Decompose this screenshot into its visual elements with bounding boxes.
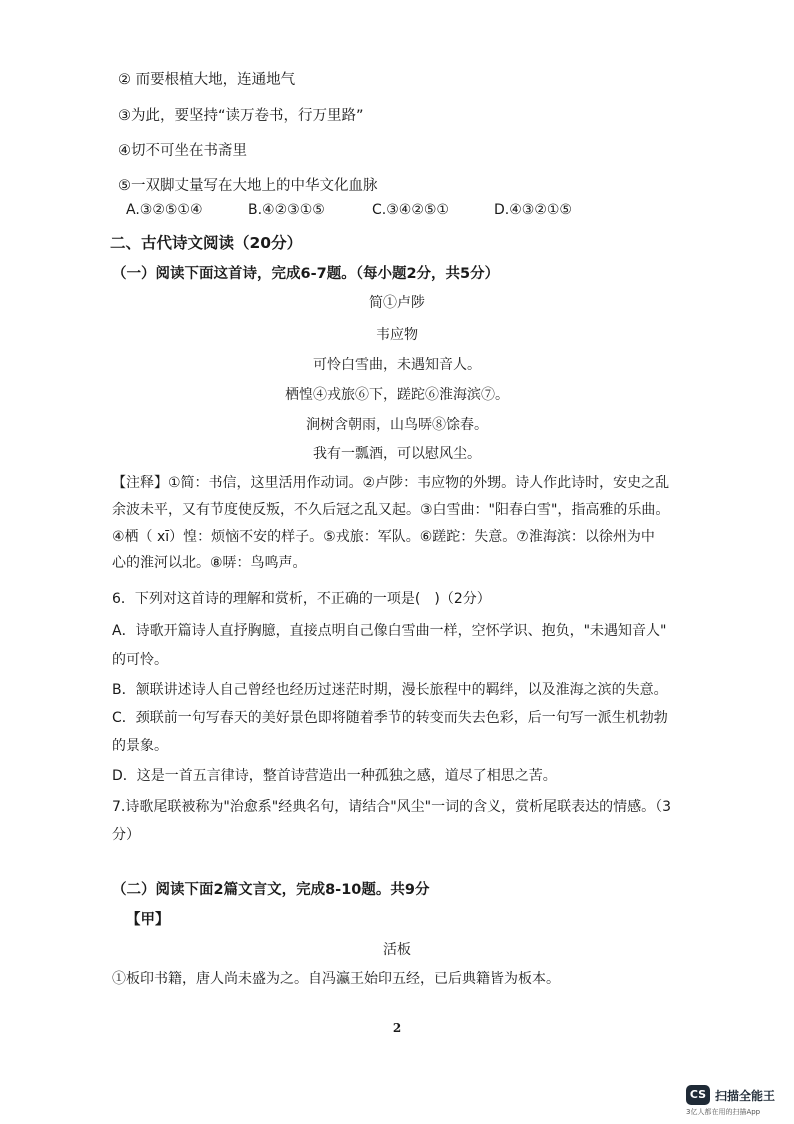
part1-title: （一）阅读下面这首诗，完成6-7题。（每小题2分，共5分） xyxy=(112,266,500,282)
scanner-name: 扫描全能王 xyxy=(715,1088,776,1103)
q6-choice-c-cont: 的景象。 xyxy=(112,738,168,754)
poem-line-3: 涧树含朝雨，山鸟哢⑧馀春。 xyxy=(306,417,488,433)
ordering-item-4: ④切不可坐在书斋里 xyxy=(118,143,247,159)
poem-author: 韦应物 xyxy=(376,327,418,343)
camscanner-logo-icon: CS xyxy=(686,1085,710,1105)
poem-line-4: 我有一瓢酒，可以慰风尘。 xyxy=(313,446,481,462)
notes-line-1: 【注释】①简：书信，这里活用作动词。②卢陟：韦应物的外甥。诗人作此诗时，安史之乱 xyxy=(112,475,670,491)
part2-title: （二）阅读下面2篇文言文，完成8-10题。共9分 xyxy=(112,882,430,898)
q6-choice-a: A．诗歌开篇诗人直抒胸臆，直接点明自己像白雪曲一样，空怀学识、抱负，"未遇知音人" xyxy=(112,623,667,639)
poem-title: 简①卢陟 xyxy=(369,295,425,311)
q6-stem: 6．下列对这首诗的理解和赏析，不正确的一项是( )（2分） xyxy=(112,591,491,607)
q6-choice-b: B．颔联讲述诗人自己曾经也经历过迷茫时期，漫长旅程中的羁绊，以及淮海之滨的失意。 xyxy=(112,682,668,698)
ordering-item-5: ⑤一双脚丈量写在大地上的中华文化血脉 xyxy=(118,178,378,194)
option-b: B.④②③①⑤ xyxy=(248,202,325,218)
scanner-tagline: 3亿人都在用的扫描App xyxy=(686,1108,761,1116)
q6-choice-d: D．这是一首五言律诗，整首诗营造出一种孤独之感，道尽了相思之苦。 xyxy=(112,768,557,784)
option-c: C.③④②⑤① xyxy=(372,202,449,218)
ordering-item-2: ② 而要根植大地，连通地气 xyxy=(118,72,296,88)
q6-choice-a-cont: 的可怜。 xyxy=(112,652,168,668)
ordering-item-3: ③为此，要坚持“读万卷书，行万里路” xyxy=(118,108,364,124)
option-a: A.③②⑤①④ xyxy=(126,202,203,218)
poem-line-2: 栖惶④戎旅⑥下，蹉跎⑥淮海滨⑦。 xyxy=(285,387,509,403)
section-title: 二、古代诗文阅读（20分） xyxy=(110,234,303,252)
poem-line-1: 可怜白雪曲，未遇知音人。 xyxy=(313,357,481,373)
part2-label: 【甲】 xyxy=(126,912,170,928)
notes-line-3: ④栖（ xī）惶：烦恼不安的样子。⑤戎旅：军队。⑥蹉跎：失意。⑦淮海滨：以徐州为中 xyxy=(112,529,655,545)
page-number: 2 xyxy=(392,1021,402,1035)
q7-stem-cont: 分） xyxy=(112,827,140,843)
text-title: 活板 xyxy=(383,942,411,958)
notes-line-2: 余波未平，又有节度使反叛，不久后冠之乱又起。③白雪曲："阳春白雪"，指高雅的乐曲。 xyxy=(112,502,670,518)
notes-line-4: 心的淮河以北。⑧哢：鸟鸣声。 xyxy=(112,555,307,571)
q6-choice-c: C．颈联前一句写春天的美好景色即将随着季节的转变而失去色彩，后一句写一派生机勃勃 xyxy=(112,710,668,726)
scanner-watermark xyxy=(686,1085,775,1105)
text-line-1: ①板印书籍，唐人尚未盛为之。自冯瀛王始印五经，已后典籍皆为板本。 xyxy=(112,971,560,987)
q7-stem: 7.诗歌尾联被称为"治愈系"经典名句，请结合"风尘"一词的含义，赏析尾联表达的情感。（3 xyxy=(112,799,672,815)
option-d: D.④③②①⑤ xyxy=(494,202,572,218)
